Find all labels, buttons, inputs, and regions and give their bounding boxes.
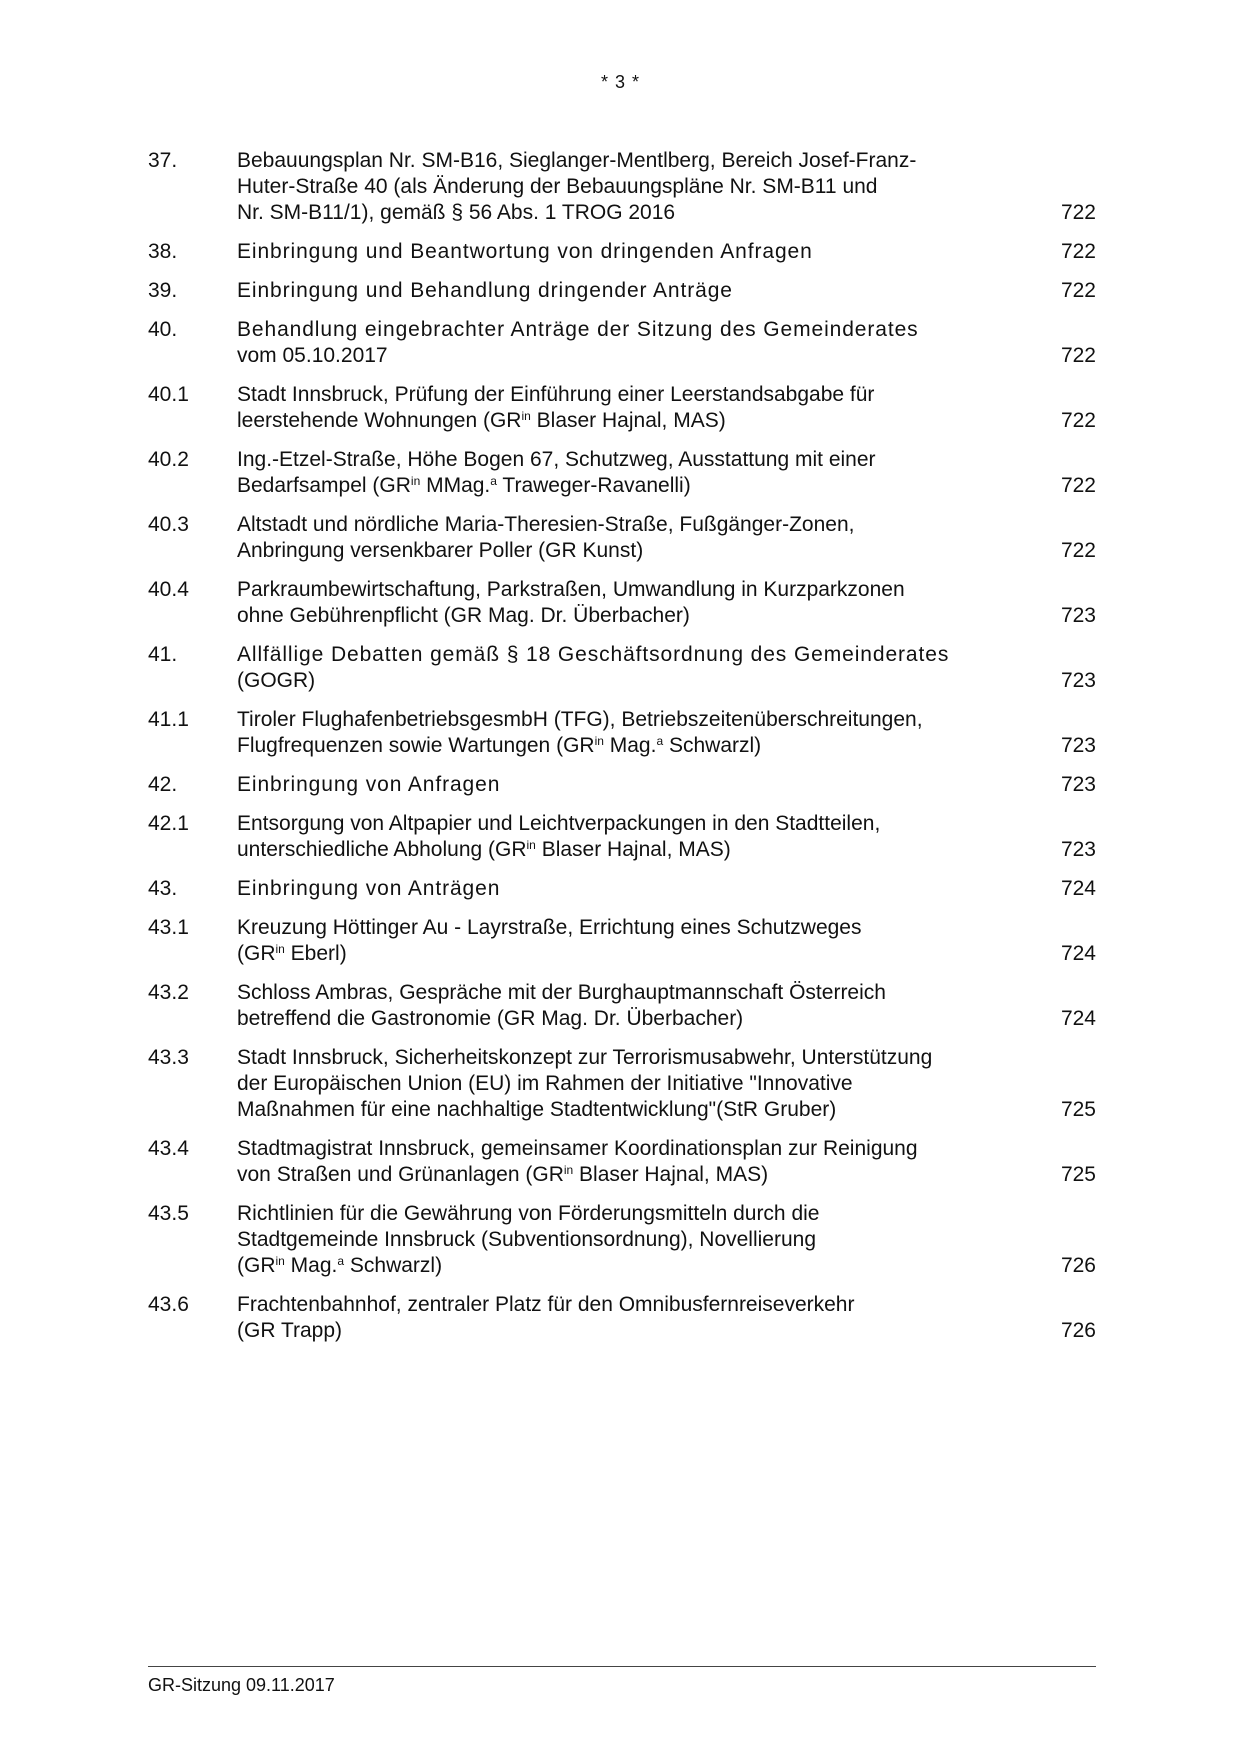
toc-entry-page: 723 (1060, 773, 1096, 796)
toc-entry (148, 772, 1096, 798)
toc-entry-title (237, 577, 1044, 629)
title-line: Nr. SM-B11/1), gemäß § 56 Abs. 1 TROG 2016 (237, 201, 676, 224)
toc-entry-page: 725 (1060, 1098, 1096, 1121)
toc-entry (148, 915, 1096, 967)
toc-entry-page: 723 (1060, 604, 1096, 627)
title-line: ($GR^{in}$ Mag.$^a$ Schwarzl) (237, 1254, 443, 1277)
title-line: Stadt Innsbruck, Prüfung der Einführung einer Leerstandsabgabe für (237, 383, 875, 406)
toc-entry-title (237, 1201, 1044, 1279)
toc-entry-title (237, 148, 1044, 226)
toc-entry-title (237, 980, 1044, 1032)
toc-entry-page: 726 (1060, 1319, 1096, 1342)
title-line: Huter-Straße 40 (als Änderung der Bebauungspläne Nr. SM-B11 und (237, 175, 878, 198)
title-line: Ing.-Etzel-Straße, Höhe Bogen 67, Schutzweg, Ausstattung mit einer (237, 448, 876, 471)
toc-entry-page: 726 (1060, 1254, 1096, 1277)
title-line: Frachtenbahnhof, zentraler Platz für den Omnibusfernreiseverkehr (237, 1293, 855, 1316)
title-line: Allfällige Debatten gemäß § 18 Geschäftsordnung des Gemeinderates (237, 643, 950, 666)
title-line: Maßnahmen für eine nachhaltige Stadtentwicklung"(StR Gruber) (237, 1098, 837, 1121)
toc-entry-page: 722 (1060, 539, 1096, 562)
toc-entry-title (237, 317, 1044, 369)
title-line: Tiroler FlughafenbetriebsgesmbH (TFG), Betriebszeitenüberschreitungen, (237, 708, 923, 731)
toc-entry-number: 40.3 (148, 513, 189, 536)
toc-entry-number: 43.4 (148, 1137, 189, 1160)
toc-entry-title (237, 876, 1044, 902)
title-line: Stadtgemeinde Innsbruck (Subventionsordnung), Novellierung (237, 1228, 817, 1251)
toc-entry-number: 40.2 (148, 448, 189, 471)
toc-entry-number: 43.2 (148, 981, 189, 1004)
title-line: Stadtmagistrat Innsbruck, gemeinsamer Koordinationsplan zur Reinigung (237, 1137, 918, 1160)
toc-entry-page: 724 (1060, 877, 1096, 900)
toc-entry (148, 278, 1096, 304)
toc-entry (148, 980, 1096, 1032)
toc-entry-page: 722 (1060, 474, 1096, 497)
title-line: Entsorgung von Altpapier und Leichtverpackungen in den Stadtteilen, (237, 812, 881, 835)
toc-entry (148, 447, 1096, 499)
title-line: (GR Trapp) (237, 1319, 343, 1342)
title-line: Anbringung versenkbarer Poller (GR Kunst) (237, 539, 644, 562)
title-line: Einbringung und Beantwortung von dringenden Anfragen (237, 240, 813, 263)
title-line: (GOGR) (237, 669, 316, 692)
toc-entry (148, 811, 1096, 863)
toc-entry (148, 512, 1096, 564)
toc-entry (148, 1045, 1096, 1123)
toc-entry-number: 42. (148, 773, 178, 796)
toc-entry-title (237, 239, 1044, 265)
title-line: unterschiedliche Abholung ($GR^{in}$ Blaser Hajnal, MAS) (237, 838, 731, 861)
toc-entry (148, 317, 1096, 369)
toc-entry-page: 724 (1060, 942, 1096, 965)
toc-entry-number: 41. (148, 643, 178, 666)
toc-entry-page: 722 (1060, 344, 1096, 367)
title-line: Einbringung von Anfragen (237, 773, 501, 796)
title-line: Richtlinien für die Gewährung von Förderungsmitteln durch die (237, 1202, 820, 1225)
table-of-contents (148, 148, 1096, 1357)
title-line: ($GR^{in}$ Eberl) (237, 942, 347, 965)
toc-entry-number: 43. (148, 877, 178, 900)
toc-entry (148, 148, 1096, 226)
toc-entry (148, 1201, 1096, 1279)
title-line: vom 05.10.2017 (237, 344, 388, 367)
toc-entry-page: 723 (1060, 838, 1096, 861)
title-line: Bebauungsplan Nr. SM-B16, Sieglanger-Mentlberg, Bereich Josef-Franz- (237, 149, 917, 172)
toc-entry-page: 723 (1060, 669, 1096, 692)
title-line: Parkraumbewirtschaftung, Parkstraßen, Umwandlung in Kurzparkzonen (237, 578, 905, 601)
toc-entry-number: 40.1 (148, 383, 189, 406)
toc-entry-number: 43.5 (148, 1202, 189, 1225)
toc-entry-number: 41.1 (148, 708, 189, 731)
toc-entry-number: 43.6 (148, 1293, 189, 1316)
title-line: Stadt Innsbruck, Sicherheitskonzept zur Terrorismusabwehr, Unterstützung (237, 1046, 933, 1069)
toc-entry-page: 722 (1060, 240, 1096, 263)
toc-entry-number: 43.1 (148, 916, 189, 939)
toc-entry (148, 1292, 1096, 1344)
title-line: betreffend die Gastronomie (GR Mag. Dr. Überbacher) (237, 1007, 744, 1030)
title-line: Flugfrequenzen sowie Wartungen ($GR^{in}$ Mag.$^a$ Schwarzl) (237, 734, 762, 757)
toc-entry-page: 722 (1060, 279, 1096, 302)
footer-text: GR-Sitzung 09.11.2017 (148, 1675, 335, 1695)
toc-entry (148, 239, 1096, 265)
toc-entry-title (237, 915, 1044, 967)
toc-entry-number: 40. (148, 318, 178, 341)
toc-entry-number: 43.3 (148, 1046, 189, 1069)
toc-entry-number: 39. (148, 279, 178, 302)
toc-entry-number: 42.1 (148, 812, 189, 835)
title-line: Einbringung und Behandlung dringender Anträge (237, 279, 733, 302)
toc-entry-title (237, 772, 1044, 798)
toc-entry-number: 38. (148, 240, 178, 263)
title-line: Kreuzung Höttinger Au - Layrstraße, Errichtung eines Schutzweges (237, 916, 862, 939)
toc-entry-page: 722 (1060, 409, 1096, 432)
toc-entry-title (237, 512, 1044, 564)
page-number: * 3 * (600, 72, 641, 92)
toc-entry-page: 725 (1060, 1163, 1096, 1186)
toc-entry (148, 382, 1096, 434)
title-line: Altstadt und nördliche Maria-Theresien-Straße, Fußgänger-Zonen, (237, 513, 855, 536)
title-line: der Europäischen Union (EU) im Rahmen der Initiative "Innovative (237, 1072, 853, 1095)
title-line: Schloss Ambras, Gespräche mit der Burghauptmannschaft Österreich (237, 981, 886, 1004)
toc-entry-title (237, 1136, 1044, 1188)
toc-entry-title (237, 811, 1044, 863)
toc-entry (148, 1136, 1096, 1188)
toc-entry (148, 876, 1096, 902)
title-line: Behandlung eingebrachter Anträge der Sitzung des Gemeinderates (237, 318, 919, 341)
toc-entry-title (237, 1292, 1044, 1344)
title-line: Einbringung von Anträgen (237, 877, 501, 900)
toc-entry (148, 707, 1096, 759)
title-line: ohne Gebührenpflicht (GR Mag. Dr. Überbacher) (237, 604, 690, 627)
toc-entry-title (237, 707, 1044, 759)
title-line: von Straßen und Grünanlagen ($GR^{in}$ Blaser Hajnal, MAS) (237, 1163, 769, 1186)
toc-entry-title (237, 382, 1044, 434)
toc-entry-title (237, 278, 1044, 304)
toc-entry-title (237, 447, 1044, 499)
toc-entry (148, 577, 1096, 629)
toc-entry-page: 723 (1060, 734, 1096, 757)
toc-entry-page: 722 (1060, 201, 1096, 224)
toc-entry-number: 37. (148, 149, 178, 172)
toc-entry-title (237, 1045, 1044, 1123)
toc-entry-page: 724 (1060, 1007, 1096, 1030)
title-line: leerstehende Wohnungen ($GR^{in}$ Blaser Hajnal, MAS) (237, 409, 726, 432)
title-line: Bedarfsampel ($GR^{in}$ MMag.$^a$ Traweger-Ravanelli) (237, 474, 691, 497)
toc-entry (148, 642, 1096, 694)
toc-entry-number: 40.4 (148, 578, 189, 601)
footer-divider (148, 1666, 1096, 1667)
toc-entry-title (237, 642, 1044, 694)
